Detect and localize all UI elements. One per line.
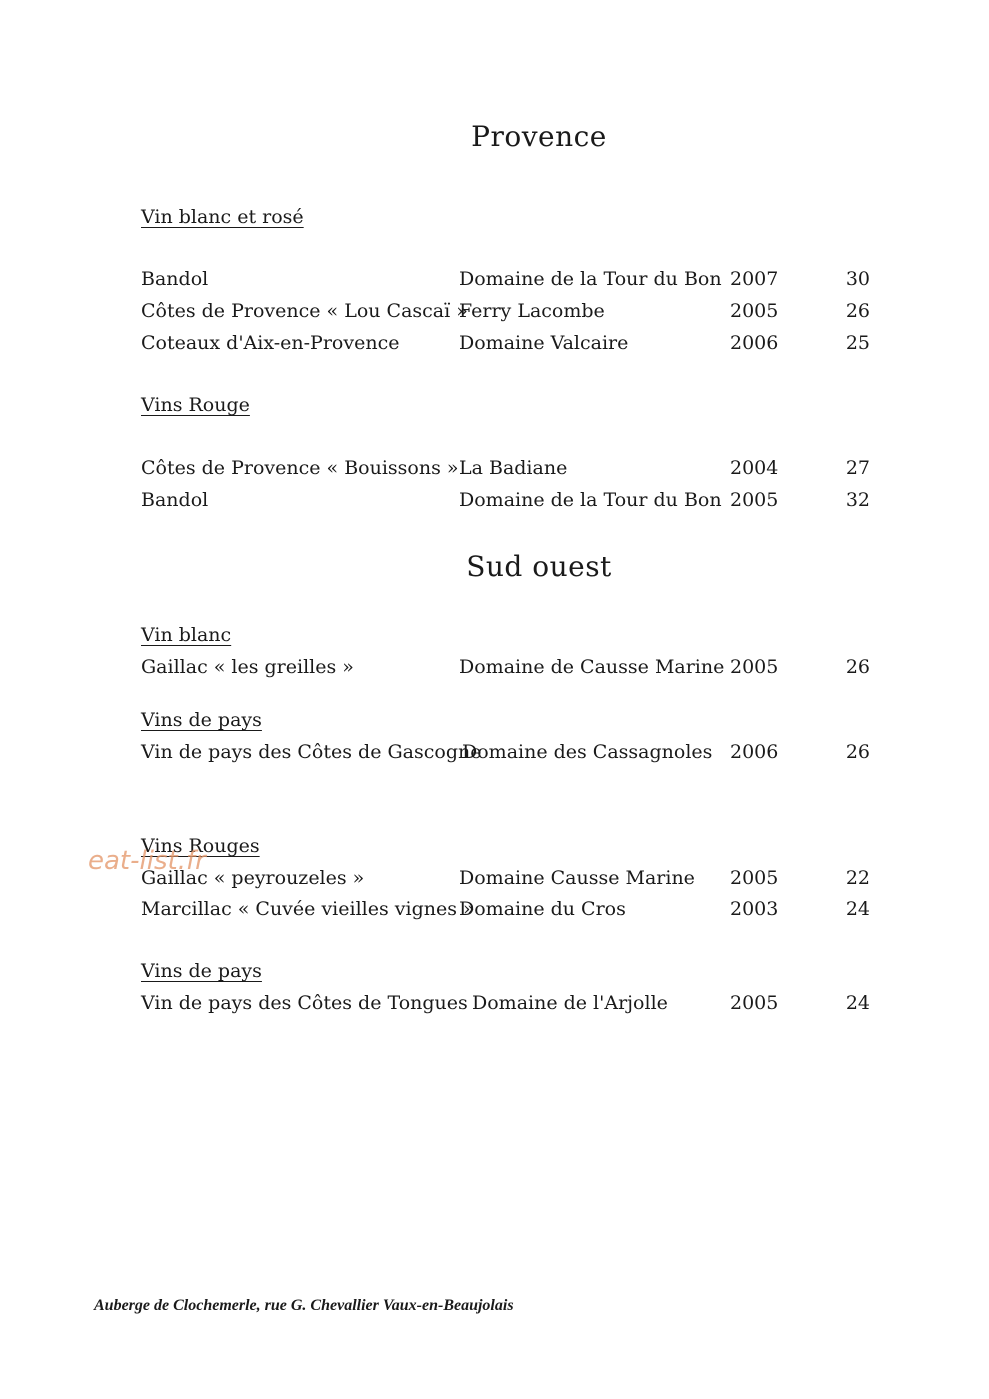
wine-price: 26	[845, 300, 870, 322]
wine-name: Côtes de Provence « Bouissons »	[141, 457, 459, 479]
wine-price: 32	[845, 489, 870, 511]
section-title-provence: Provence	[471, 120, 607, 153]
wine-producer: Ferry Lacombe	[459, 300, 605, 322]
watermark: eat-list.fr	[88, 846, 206, 876]
group-heading-vins-rouges: Vins Rouges	[141, 835, 260, 857]
wine-price: 26	[845, 741, 870, 763]
wine-name: Gaillac « les greilles »	[141, 656, 354, 678]
wine-producer: Domaine de l'Arjolle	[472, 992, 668, 1014]
wine-name: Vin de pays des Côtes de Tongues	[141, 992, 468, 1014]
wine-price: 22	[845, 867, 870, 889]
wine-name: Bandol	[141, 268, 209, 290]
wine-year: 2006	[730, 741, 779, 763]
wine-price: 24	[845, 992, 870, 1014]
wine-producer: Domaine de la Tour du Bon	[459, 268, 722, 290]
wine-producer: Domaine de la Tour du Bon	[459, 489, 722, 511]
footer-address: Auberge de Clochemerle, rue G. Chevallier Vaux-en-Beaujolais	[94, 1297, 514, 1314]
wine-name: Gaillac « peyrouzeles »	[141, 867, 365, 889]
wine-year: 2005	[730, 489, 779, 511]
wine-year: 2005	[730, 300, 779, 322]
wine-row	[0, 656, 989, 684]
wine-producer: Domaine des Cassagnoles	[462, 741, 713, 763]
wine-year: 2005	[730, 656, 779, 678]
wine-row	[0, 741, 989, 769]
wine-year: 2005	[730, 867, 779, 889]
wine-price: 27	[845, 457, 870, 479]
wine-producer: Domaine de Causse Marine	[459, 656, 725, 678]
group-heading-vin-blanc: Vin blanc	[141, 624, 232, 646]
wine-name: Coteaux d'Aix-en-Provence	[141, 332, 400, 354]
wine-price: 25	[845, 332, 870, 354]
group-heading-vins-de-pays: Vins de pays	[141, 960, 262, 982]
wine-row	[0, 300, 989, 328]
wine-row	[0, 489, 989, 517]
wine-name: Bandol	[141, 489, 209, 511]
wine-year: 2003	[730, 898, 779, 920]
wine-producer: Domaine du Cros	[459, 898, 626, 920]
wine-name: Marcillac « Cuvée vieilles vignes »	[141, 898, 475, 920]
group-heading-vin-blanc-rose: Vin blanc et rosé	[141, 206, 304, 228]
wine-row	[0, 992, 989, 1020]
wine-year: 2005	[730, 992, 779, 1014]
wine-name: Vin de pays des Côtes de Gascogne	[141, 741, 482, 763]
wine-row	[0, 332, 989, 360]
wine-price: 30	[845, 268, 870, 290]
group-heading-vins-de-pays: Vins de pays	[141, 709, 262, 731]
wine-year: 2004	[730, 457, 779, 479]
wine-row	[0, 898, 989, 926]
wine-price: 26	[845, 656, 870, 678]
wine-price: 24	[845, 898, 870, 920]
wine-row	[0, 457, 989, 485]
section-title-sud-ouest: Sud ouest	[466, 550, 612, 583]
wine-year: 2006	[730, 332, 779, 354]
group-heading-vins-rouge: Vins Rouge	[141, 394, 250, 416]
wine-producer: Domaine Valcaire	[459, 332, 629, 354]
wine-year: 2007	[730, 268, 779, 290]
wine-producer: Domaine Causse Marine	[459, 867, 695, 889]
wine-row	[0, 268, 989, 296]
wine-producer: La Badiane	[459, 457, 568, 479]
wine-name: Côtes de Provence « Lou Cascaï »	[141, 300, 468, 322]
